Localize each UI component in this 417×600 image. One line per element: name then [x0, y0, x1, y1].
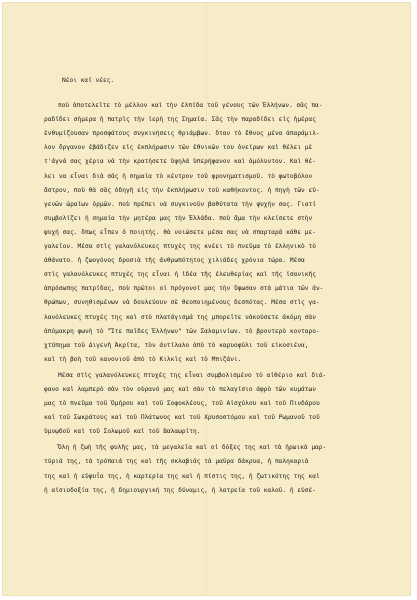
text-line: ἄστρον, ποὺ θὰ σᾶς ὁδηγῆ εἰς τὴν ἐκπλήρωσιν τοῦ καθήκοντος. ἡ πηγὴ τῶν εὐ-: [44, 186, 320, 194]
salutation: Νέοι καί νέες.: [62, 77, 115, 84]
text-line: καὶ τὴ βοὴ τοῦ κανονιοῦ ἀπὸ τὸ Κιλκὶς καὶ τὸ Μπιζάνι.: [44, 355, 242, 363]
text-line: ἀπόμακρη φωνὴ τὸ "Ἴτε παῖδες Ἑλλήνων" τῶν Σαλαμινίων. τὸ βροντερὸ κονταρο-: [44, 327, 320, 335]
text-line: Ὅλη ἡ ζωὴ τῆς φυλῆς μας, τὰ μεγαλεῖα καὶ οἱ δόξες της καὶ τὰ ἡρωικὰ μαρ-: [58, 444, 327, 452]
text-line: ἐνθυμίζουσαν προσφάτους συγκινήσεις θριάμβων. ὅταν τὸ ἔθνος μένα ἀπαράμιλ-: [44, 130, 320, 138]
typed-page: [2, 2, 411, 596]
text-line: γενῶν ὡραίων ὁρμῶν. ποὺ πρέπει νὰ συγκινοῦν βαθύτατα τὴν ψυχήν σας. Γιατί: [44, 200, 316, 208]
text-line: στὶς γαλανόλευκες πτυχές της εἶναι ἡ ἰδέα τῆς ἐλευθερίας καὶ τῆς ἰσανικῆς: [44, 271, 316, 279]
text-line: θρώπων, συνηθισμένων νὰ δουλεύουν σὲ θεοποιημένους δεσπότας. Μέσα στὶς γα-: [44, 299, 320, 307]
text-line: ραδίδει σήμερα ἡ πατρὶς τὴν ἱερὴ της Σημαία. Σᾶς τὴν παραδίδει εἰς ἡμέρας: [44, 116, 316, 124]
text-line: καὶ τοῦ Σωκράτους καὶ τοῦ Πλάτωνος καὶ τοῦ Χρυσοστόμου καὶ τοῦ Ρωμανοῦ τοῦ: [44, 414, 320, 422]
typed-text-body: [44, 74, 394, 498]
text-line: λει να εἶναι διὰ σᾶς ἡ σημαία τὸ κέντρον τοῦ φρονηματισμοῦ. τὸ φωτοβόλον: [44, 172, 313, 180]
text-line: ποὺ ἀποτελεῖτε τὸ μέλλον καὶ τὴν ἐλπίδα τοῦ γένους τῶν Ἑλλήνων. σᾶς πα-: [58, 102, 323, 110]
text-line: φανο καὶ λαμπερὸ σὰν τὸν οὐρανό μας καὶ σὰν τὸ πελαγίσιο ἀφρὸ τῶν κυμάτων: [44, 385, 316, 393]
text-line: γαλεῖον. Μέσα στὶς γαλανόλευκες πτυχές της κνέει τὸ πνεῦμα τὸ ἑλληνικὸ τὸ: [44, 243, 316, 251]
text-line: ὑμνῳδοῦ καὶ τοῦ Σολωμοῦ καὶ τοῦ Βαλαωρίτη.: [44, 428, 201, 436]
text-line: Μέσα στὶς γαλανόλευκες πτυχές της εἶναι συμβολισμένο τὸ αἰθέριο καὶ διά-: [58, 371, 327, 379]
text-line: λον ὄργανον ἐβάδιζεν εἰς ἐκπλήρωσιν τῶν ἐθνικῶν του ὀνείρων καὶ θέλει μὲ: [44, 144, 313, 152]
text-line: τ'ἀγνά σας χέρια νὰ τὴν κρατήσετε ὑψηλά ὑπερήφανον καὶ ἀμόλυντον. Καὶ θέ-: [44, 158, 316, 166]
text-line: λανόλευκες πτυχές της καὶ στὸ πλατάγισμά της μπορεῖτε νἀκούσετε ἀκόμη σὰν: [44, 313, 316, 321]
text-line: χτύπημα τοῦ Διγενῆ Ἀκρίτα, τὸν ἀντίλαλο ἀπὸ τὸ καρυοφύλι τοῦ εἰκοσιένα,: [44, 341, 309, 349]
text-line: μας τὸ πνεῦμα τοῦ Ὁμήρου καὶ τοῦ Σοφοκλέους, τοῦ Αἰσχύλου καὶ τοῦ Πινδάρου: [44, 400, 320, 408]
text-line: συμβολίζει ἡ σημαία τὴν μητέρα μας τὴν Ἑλλάδα. ποὺ ἅμα τὴν κλείσετε στὴν: [44, 214, 313, 222]
text-line: ἡ αἰσιοδοξία της, ἡ δημιουργική της δύναμις, ἡ λατρεία τοῦ καλοῦ. ἡ εὐσέ-: [44, 486, 316, 494]
text-line: τύριά της, τὰ τρόπαιά της καὶ τῆς σκλαβιᾶς τὰ μαῦρα δάκρυα, ἡ παληκαριὰ: [44, 458, 309, 466]
text-line: ἀπρόσωπης πατρίδας, ποὺ πρῶτοι οἱ πρόγονοί μας τὴν ὕψωσαν στὰ μάτια τῶν ἀν-: [44, 285, 324, 293]
text-line: ψυχή σας. ὅπως εἶπεν ὁ ποιητής. θὰ νοιώσετε μέσα σας νὰ σπαρταρᾶ κάθε με-: [44, 228, 316, 236]
text-line: της καὶ ἡ εὐφυΐα της, ἡ καρτερία της καὶ ἡ πίστις της, ἡ ζωτικότης της καὶ: [44, 472, 320, 480]
text-line: ἀθάνατο. ἡ ζωογόνος δροσιὰ τῆς ἀνθρωπότητος χιλιάδες χρόνια τώρα. Μέσα: [44, 257, 305, 265]
